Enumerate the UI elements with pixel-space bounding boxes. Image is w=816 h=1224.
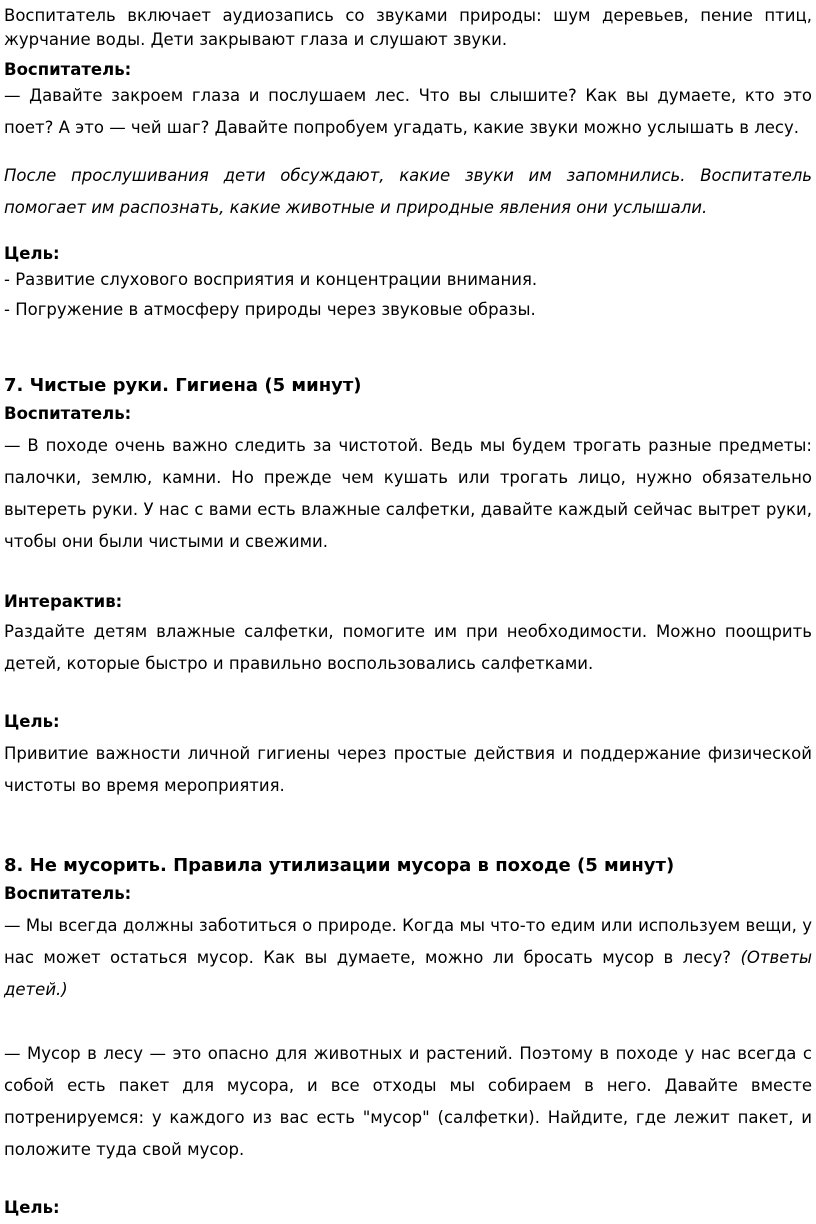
intro-paragraph: Воспитатель включает аудиозапись со звуками природы: шум деревьев, пение птиц, журчание воды. Дети закрывают глаза и слушают звуки. bbox=[4, 6, 812, 49]
section-7-heading: 7. Чистые руки. Гигиена (5 минут) bbox=[4, 375, 362, 396]
goal-label: Цель: bbox=[4, 244, 60, 263]
teacher-speech-litter bbox=[4, 910, 812, 1006]
interactive-label: Интерактив: bbox=[4, 592, 123, 611]
teacher-speech-hygiene: — В походе очень важно следить за чистотой. Ведь мы будем трогать разные предметы: палочки, землю, камни. Но прежде чем кушать или трогать лицо, нужно обязательно вытереть руки. У нас с вами есть влажные салфетки, давайте каждый сейчас вытрет руки, чтобы они были чистыми и свежими. bbox=[4, 436, 812, 551]
section-8-heading: 8. Не мусорить. Правила утилизации мусора в походе (5 минут) bbox=[4, 855, 675, 876]
interactive-paragraph: Раздайте детям влажные салфетки, помогите им при необходимости. Можно поощрить детей, которые быстро и правильно воспользовались салфетками. bbox=[4, 622, 812, 673]
teacher-speech-litter-text: — Мы всегда должны заботиться о природе. Когда мы что-то едим или используем вещи, у нас может остаться мусор. Как вы думаете, можно ли бросать мусор в лесу? bbox=[4, 916, 812, 967]
children-answers: (Ответы детей.) bbox=[4, 948, 812, 999]
teacher-speech-litter-2: — Мусор в лесу — это опасно для животных и растений. Поэтому в походе у нас всегда с собой есть пакет для мусора, и все отходы мы собираем в него. Давайте вместе потренируемся: у каждого из вас есть "мусор" (салфетки). Найдите, где лежит пакет, и положите туда свой мусор. bbox=[4, 1044, 812, 1159]
goal-item-1: - Развитие слухового восприятия и концентрации внимания. bbox=[4, 270, 538, 289]
goal-7-paragraph: Привитие важности личной гигиены через простые действия и поддержание физической чистоты во время мероприятия. bbox=[4, 744, 812, 795]
goal-label-7: Цель: bbox=[4, 712, 60, 731]
teacher-label: Воспитатель: bbox=[4, 60, 132, 79]
teacher-speech-forest: — Давайте закроем глаза и послушаем лес. Что вы слышите? Как вы думаете, кто это поет? А это — чей шаг? Давайте попробуем угадать, какие звуки можно услышать в лесу. bbox=[4, 86, 812, 137]
goal-item-2: - Погружение в атмосферу природы через звуковые образы. bbox=[4, 300, 536, 319]
after-listening-paragraph: После прослушивания дети обсуждают, какие звуки им запомнились. Воспитатель помогает им распознать, какие животные и природные явления они услышали. bbox=[4, 166, 812, 217]
teacher-label-8: Воспитатель: bbox=[4, 884, 132, 903]
teacher-label-7: Воспитатель: bbox=[4, 404, 132, 423]
goal-label-8: Цель: bbox=[4, 1198, 60, 1217]
